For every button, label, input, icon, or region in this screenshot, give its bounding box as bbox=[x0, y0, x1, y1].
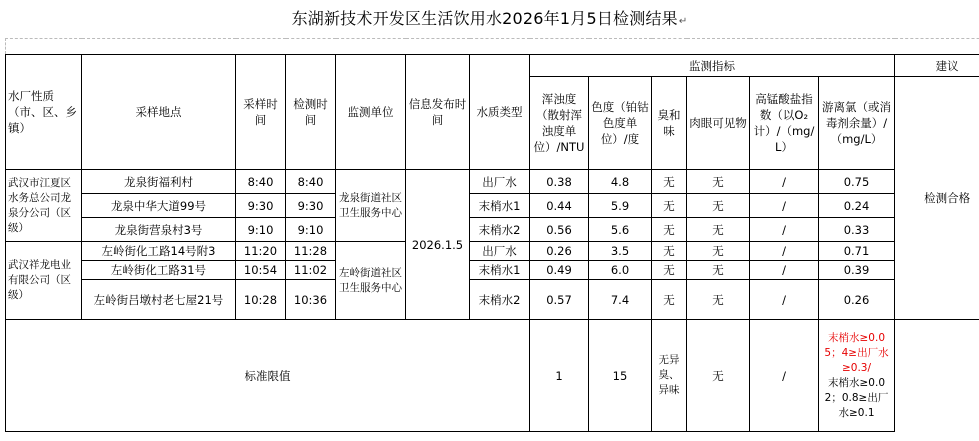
header-group-indicators: 监测指标 bbox=[530, 55, 895, 77]
turbidity-cell: 0.49 bbox=[530, 261, 589, 280]
cell-end-marks bbox=[6, 39, 979, 55]
color-cell: 3.5 bbox=[589, 242, 652, 261]
standard-chlorine-new: 末梢水≥0.02；0.8≥出厂水≥0.1 bbox=[824, 376, 889, 419]
standard-permanganate: / bbox=[750, 320, 819, 432]
standard-visible: 无 bbox=[687, 320, 750, 432]
standard-odor: 无异臭、异味 bbox=[652, 320, 687, 432]
header-test-time: 检测时间 bbox=[286, 55, 336, 170]
color-cell: 5.6 bbox=[589, 218, 652, 242]
header-unit: 监测单位 bbox=[336, 55, 406, 170]
site-cell: 左岭街化工路14号附3 bbox=[82, 242, 236, 261]
standard-row bbox=[6, 320, 979, 432]
chlorine-cell: 0.71 bbox=[819, 242, 895, 261]
unit-cell: 左岭街道社区卫生服务中心 bbox=[336, 242, 406, 320]
site-cell: 龙泉街福利村 bbox=[82, 170, 236, 194]
site-cell: 左岭街吕墩村老七屋21号 bbox=[82, 280, 236, 320]
unit-cell: 龙泉街道社区卫生服务中心 bbox=[336, 170, 406, 242]
visible-cell: 无 bbox=[687, 242, 750, 261]
turbidity-cell: 0.57 bbox=[530, 280, 589, 320]
permanganate-cell: / bbox=[750, 242, 819, 261]
test-time-cell: 9:10 bbox=[286, 218, 336, 242]
test-time-cell: 11:02 bbox=[286, 261, 336, 280]
paragraph-mark: ↵ bbox=[678, 16, 688, 27]
test-time-cell: 10:36 bbox=[286, 280, 336, 320]
water-type-cell: 出厂水 bbox=[470, 170, 530, 194]
table-row bbox=[6, 261, 979, 280]
odor-cell: 无 bbox=[652, 218, 687, 242]
table-row bbox=[6, 218, 979, 242]
standard-chlorine bbox=[819, 320, 895, 432]
odor-cell: 无 bbox=[652, 242, 687, 261]
cell-marker-row bbox=[6, 39, 979, 55]
table-row bbox=[6, 170, 979, 194]
test-time-cell: 11:28 bbox=[286, 242, 336, 261]
header-visible: 肉眼可见物 bbox=[687, 77, 750, 170]
standard-label: 标准限值 bbox=[6, 320, 530, 432]
permanganate-cell: / bbox=[750, 280, 819, 320]
standard-turbidity: 1 bbox=[530, 320, 589, 432]
header-odor: 臭和味 bbox=[652, 77, 687, 170]
color-cell: 7.4 bbox=[589, 280, 652, 320]
water-type-cell: 末梢水1 bbox=[470, 261, 530, 280]
table-row bbox=[6, 280, 979, 320]
plant-cell: 武汉祥龙电业有限公司（区级） bbox=[6, 242, 82, 320]
header-suggestion: 建议 bbox=[895, 55, 979, 77]
standard-chlorine-old: 末梢水≥0.05；4≥出厂水≥0.3/ bbox=[824, 331, 889, 374]
visible-cell: 无 bbox=[687, 280, 750, 320]
color-cell: 6.0 bbox=[589, 261, 652, 280]
permanganate-cell: / bbox=[750, 194, 819, 218]
permanganate-cell: / bbox=[750, 261, 819, 280]
header-water-type: 水质类型 bbox=[470, 55, 530, 170]
water-type-cell: 末梢水2 bbox=[470, 280, 530, 320]
header-chlorine: 游离氯（或消毒剂余量）/（mg/L） bbox=[819, 77, 895, 170]
sample-time-cell: 9:10 bbox=[236, 218, 286, 242]
odor-cell: 无 bbox=[652, 194, 687, 218]
visible-cell: 无 bbox=[687, 194, 750, 218]
turbidity-cell: 0.38 bbox=[530, 170, 589, 194]
sample-time-cell: 10:54 bbox=[236, 261, 286, 280]
odor-cell: 无 bbox=[652, 280, 687, 320]
chlorine-cell: 0.33 bbox=[819, 218, 895, 242]
test-time-cell: 8:40 bbox=[286, 170, 336, 194]
header-turbidity: 浑浊度（散射浑浊度单位）/NTU bbox=[530, 77, 589, 170]
sample-time-cell: 11:20 bbox=[236, 242, 286, 261]
visible-cell: 无 bbox=[687, 261, 750, 280]
permanganate-cell: / bbox=[750, 218, 819, 242]
header-color: 色度（铂钴色度单位）/度 bbox=[589, 77, 652, 170]
sample-time-cell: 9:30 bbox=[236, 194, 286, 218]
odor-cell: 无 bbox=[652, 170, 687, 194]
header-publish-time: 信息发布时间 bbox=[406, 55, 470, 170]
header-group-row bbox=[6, 55, 979, 77]
header-permanganate: 高锰酸盐指数（以O₂计）/（mg/L） bbox=[750, 77, 819, 170]
water-quality-table bbox=[5, 38, 979, 432]
visible-cell: 无 bbox=[687, 218, 750, 242]
site-cell: 龙泉街营泉村3号 bbox=[82, 218, 236, 242]
permanganate-cell: / bbox=[750, 170, 819, 194]
chlorine-cell: 0.26 bbox=[819, 280, 895, 320]
visible-cell: 无 bbox=[687, 170, 750, 194]
page-title: 东湖新技术开发区生活饮用水2026年1月5日检测结果↵ bbox=[291, 9, 688, 28]
water-type-cell: 末梢水2 bbox=[470, 218, 530, 242]
plant-cell: 武汉市江夏区水务总公司龙泉分公司（区级） bbox=[6, 170, 82, 242]
chlorine-cell: 0.24 bbox=[819, 194, 895, 218]
table-row bbox=[6, 242, 979, 261]
water-type-cell: 出厂水 bbox=[470, 242, 530, 261]
site-cell: 龙泉中华大道99号 bbox=[82, 194, 236, 218]
suggestion-value: 检测合格 bbox=[895, 77, 979, 320]
odor-cell: 无 bbox=[652, 261, 687, 280]
turbidity-cell: 0.44 bbox=[530, 194, 589, 218]
water-type-cell: 末梢水1 bbox=[470, 194, 530, 218]
turbidity-cell: 0.26 bbox=[530, 242, 589, 261]
sample-time-cell: 10:28 bbox=[236, 280, 286, 320]
table-row bbox=[6, 194, 979, 218]
chlorine-cell: 0.75 bbox=[819, 170, 895, 194]
color-cell: 5.9 bbox=[589, 194, 652, 218]
standard-color: 15 bbox=[589, 320, 652, 432]
turbidity-cell: 0.56 bbox=[530, 218, 589, 242]
chlorine-cell: 0.39 bbox=[819, 261, 895, 280]
color-cell: 4.8 bbox=[589, 170, 652, 194]
header-site: 采样地点 bbox=[82, 55, 236, 170]
header-plant-type: 水厂性质（市、区、乡镇） bbox=[6, 55, 82, 170]
test-time-cell: 9:30 bbox=[286, 194, 336, 218]
sample-time-cell: 8:40 bbox=[236, 170, 286, 194]
publish-date-cell: 2026.1.5 bbox=[406, 170, 470, 320]
header-sample-time: 采样时间 bbox=[236, 55, 286, 170]
site-cell: 左岭街化工路31号 bbox=[82, 261, 236, 280]
